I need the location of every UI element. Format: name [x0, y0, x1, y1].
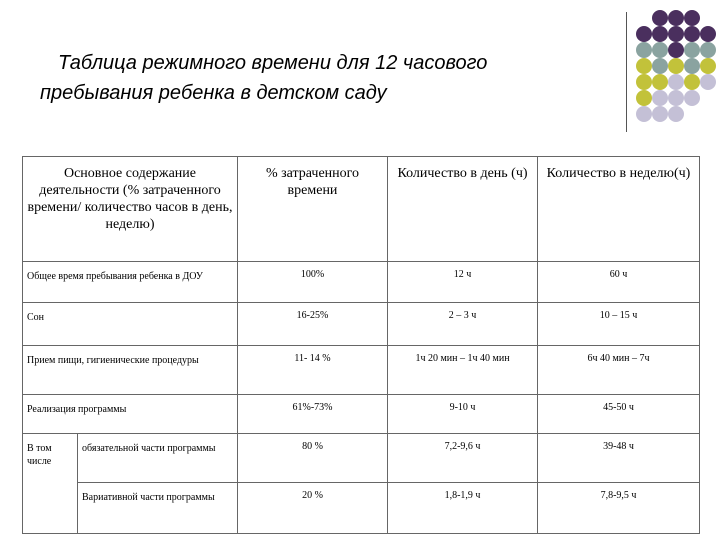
decor-dot [652, 42, 668, 58]
row-percent: 80 % [238, 434, 388, 483]
decor-dot [636, 90, 652, 106]
row-week: 39-48 ч [538, 434, 700, 483]
decor-dot [668, 42, 684, 58]
table-row [23, 346, 700, 395]
decor-dot [636, 74, 652, 90]
decor-dot [652, 58, 668, 74]
row-percent: 11- 14 % [238, 346, 388, 395]
decor-dot [668, 26, 684, 42]
decor-dot [636, 26, 652, 42]
decor-dot [668, 90, 684, 106]
header-percent: % затраченного времени [238, 157, 388, 262]
title-line-1: Таблица режимного времени для 12 часового [58, 52, 488, 74]
row-label: Общее время пребывания ребенка в ДОУ [23, 262, 238, 303]
decor-dot [684, 10, 700, 26]
decor-dot [700, 58, 716, 74]
decor-dot [636, 58, 652, 74]
decor-dot [652, 26, 668, 42]
decor-dot [684, 26, 700, 42]
decor-dot [652, 10, 668, 26]
decor-dot [684, 90, 700, 106]
row-week: 45-50 ч [538, 395, 700, 434]
table-row [23, 483, 700, 534]
row-percent: 16-25% [238, 303, 388, 346]
decor-dot [700, 26, 716, 42]
decor-dot [652, 106, 668, 122]
header-per-week: Количество в неделю(ч) [538, 157, 700, 262]
subgroup-label: В том числе [23, 434, 78, 534]
table-row [23, 303, 700, 346]
decor-dot [684, 74, 700, 90]
row-day: 9-10 ч [388, 395, 538, 434]
decor-dot [684, 42, 700, 58]
decor-dot [684, 58, 700, 74]
decor-dot [668, 74, 684, 90]
table-header-row [23, 157, 700, 262]
decor-divider-line [626, 12, 627, 132]
row-percent: 20 % [238, 483, 388, 534]
table-row [23, 395, 700, 434]
row-label: Сон [23, 303, 238, 346]
row-label: Вариативной части программы [78, 483, 238, 534]
title-line-2: пребывания ребенка в детском саду [40, 82, 387, 104]
row-day: 7,2-9,6 ч [388, 434, 538, 483]
row-week: 6ч 40 мин – 7ч [538, 346, 700, 395]
header-per-day: Количество в день (ч) [388, 157, 538, 262]
row-day: 1,8-1,9 ч [388, 483, 538, 534]
decor-dot [700, 74, 716, 90]
row-label: Реализация программы [23, 395, 238, 434]
row-percent: 61%-73% [238, 395, 388, 434]
table-row [23, 262, 700, 303]
decor-dot [636, 42, 652, 58]
row-week: 10 – 15 ч [538, 303, 700, 346]
header-content: Основное содержание деятельности (% затраченного времени/ количество часов в день, неделю) [23, 157, 238, 262]
decor-dot [652, 74, 668, 90]
row-label: Прием пищи, гигиенические процедуры [23, 346, 238, 395]
row-day: 1ч 20 мин – 1ч 40 мин [388, 346, 538, 395]
row-label: обязательной части программы [78, 434, 238, 483]
row-percent: 100% [238, 262, 388, 303]
row-day: 2 – 3 ч [388, 303, 538, 346]
row-week: 60 ч [538, 262, 700, 303]
decor-dot-grid [636, 10, 720, 130]
decor-dot [636, 106, 652, 122]
schedule-table [22, 156, 700, 534]
row-week: 7,8-9,5 ч [538, 483, 700, 534]
slide-title [40, 48, 620, 108]
decor-dot [668, 10, 684, 26]
decor-dot [652, 90, 668, 106]
decor-dot [668, 106, 684, 122]
row-day: 12 ч [388, 262, 538, 303]
decor-dot [668, 58, 684, 74]
decor-dot [700, 42, 716, 58]
table-row [23, 434, 700, 483]
